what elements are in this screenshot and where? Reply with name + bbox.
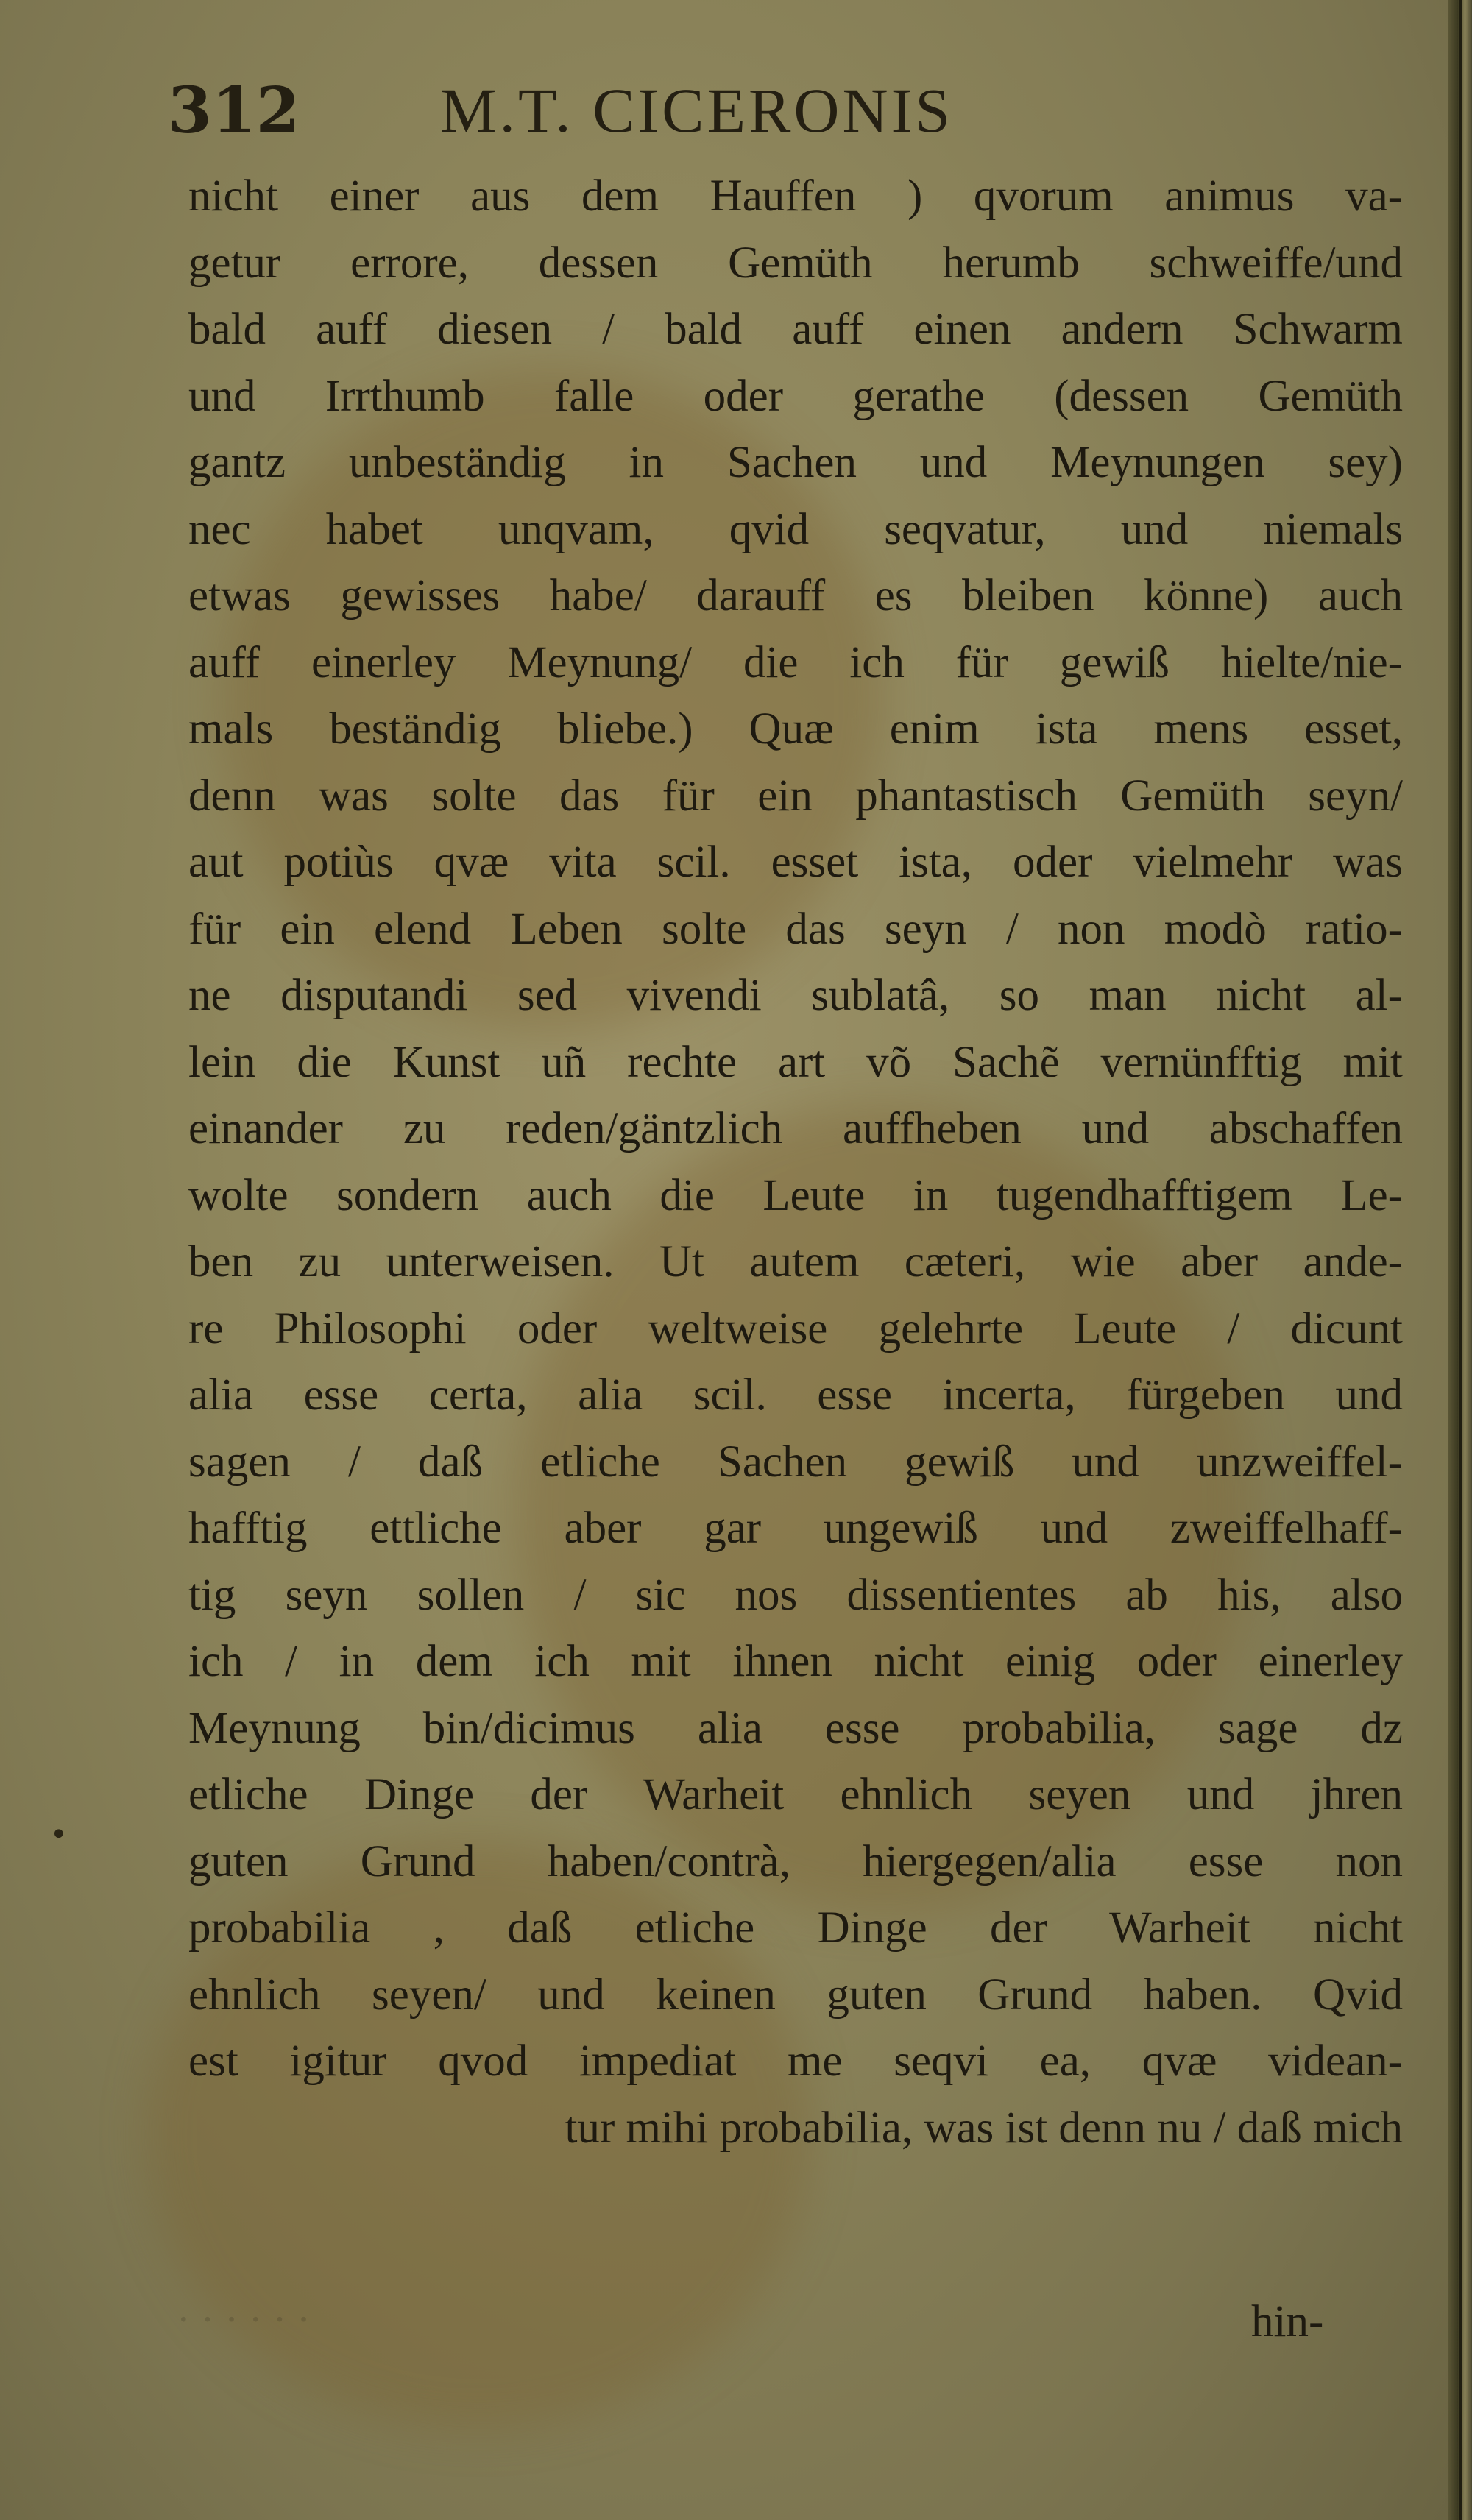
text-line: est igitur qvod impediat me seqvi ea, qvæ videan- [188, 2036, 1403, 2086]
text-line: mals beständig bliebe.) Quæ enim ista mens esset, [188, 704, 1403, 754]
text-line: für ein elend Leben solte das seyn / non modò ratio- [188, 904, 1403, 954]
margin-mark: • [50, 1818, 68, 1852]
text-line: einander zu reden/gäntzlich auffheben und abschaffen [188, 1104, 1403, 1153]
text-line: etwas gewisses habe/ darauff es bleiben könne) auch [188, 571, 1403, 620]
text-line: und Irrthumb falle oder gerathe (dessen Gemüth [188, 371, 1403, 421]
text-line: wolte sondern auch die Leute in tugendhafftigem Le- [188, 1170, 1403, 1220]
text-line: auff einerley Meynung/ die ich für gewiß hielte/nie- [188, 637, 1403, 687]
text-line: probabilia , daß etliche Dinge der Warheit nicht [188, 1903, 1403, 1953]
text-line: ich / in dem ich mit ihnen nicht einig oder einerley [188, 1637, 1403, 1686]
text-line: sagen / daß etliche Sachen gewiß und unzweiffel- [188, 1437, 1403, 1487]
text-line: lein die Kunst uñ rechte art võ Sachẽ vernünfftig mit [188, 1037, 1403, 1087]
running-head: M.T. CICERONIS [440, 75, 954, 146]
text-line: hafftig ettliche aber gar ungewiß und zweiffelhaff- [188, 1504, 1403, 1553]
show-through-text: · · · · · · [177, 2297, 311, 2343]
text-line: ehnlich seyen/ und keinen guten Grund haben. Qvid [188, 1969, 1403, 2020]
text-line: tig seyn sollen / sic nos dissentientes ab his, also [188, 1570, 1403, 1620]
text-line: re Philosophi oder weltweise gelehrte Leute / dicunt [188, 1303, 1403, 1353]
page-number: 312 [168, 74, 300, 148]
text-line: alia esse certa, alia scil. esse incerta, fürgeben und [188, 1370, 1403, 1420]
body-text [188, 163, 1403, 2162]
text-line: gantz unbeständig in Sachen und Meynungen sey) [188, 438, 1403, 487]
text-line: tur mihi probabilia, was ist denn nu / daß mich [565, 2103, 1403, 2153]
edge-line [1459, 0, 1462, 2520]
catchword: hin- [1251, 2297, 1324, 2346]
text-line: ben zu unterweisen. Ut autem cæteri, wie aber ande- [188, 1237, 1403, 1286]
page-header [168, 74, 1301, 155]
text-line: etliche Dinge der Warheit ehnlich seyen und jhren [188, 1770, 1403, 1819]
text-line: bald auff diesen / bald auff einen andern Schwarm [188, 305, 1403, 354]
text-line: nec habet unqvam, qvid seqvatur, und niemals [188, 504, 1403, 554]
text-line: denn was solte das für ein phantastisch Gemüth seyn/ [188, 771, 1403, 821]
text-line: getur errore, dessen Gemüth herumb schweiffe/und [188, 238, 1403, 288]
text-line: Meynung bin/dicimus alia esse probabilia, sage dz [188, 1703, 1403, 1753]
text-line: aut potiùs qvæ vita scil. esset ista, oder vielmehr was [188, 838, 1403, 887]
text-line: guten Grund haben/contrà, hiergegen/alia esse non [188, 1836, 1403, 1886]
text-line: nicht einer aus dem Hauffen ) qvorum animus va- [188, 171, 1403, 221]
text-line: ne disputandi sed vivendi sublatâ, so man nicht al- [188, 971, 1403, 1020]
